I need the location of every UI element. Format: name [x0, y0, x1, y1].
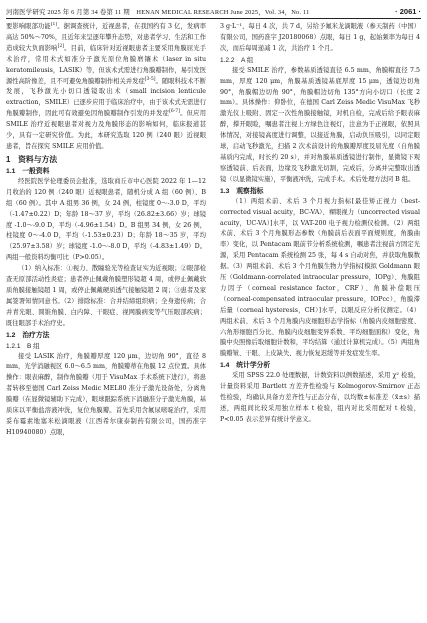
criteria-paragraph: （1）纳入标准：①视力、散瞳验光等检查证实为近视眼；②眼部检查无原部活动性炎症；患者停止佩戴角膜塑形镜超 4 周，或停止佩戴软质角膜接触镜超 1 周，或停止佩戴硬质透气接触镜超 2 周；③患者及家属签署知情同意书。（2）排除标准：合并结缔组织病；全身遗传病；合并青光眼、圆锥角膜、白内障、干眼症、视网膜病变等气压眼部疾病；既往眼部手术治疗史。 — [6, 265, 206, 327]
subsubsection-heading-group-b: 1.2.1 B 组 — [6, 342, 40, 350]
subsection-heading-general-data: 1.1 一般资料 — [6, 167, 50, 175]
statistics-paragraph: 采用 SPSS 22.0 处理数据，计数资料以例数描述，采用 χ² 检验，计量资料采用 Bartlett 方差齐性检验与 Kolmogorov-Smirnov 正态性检验，均确认具备方差齐性与正态分布，以均数±标准差（x̄±s）描述，两组间比较采用独立样本 t 检验，组内对比采用配对 t 检验，P<0.05 表示差异有统计学意义。 — [220, 372, 420, 423]
subsection-heading-treatment: 1.2 治疗方法 — [6, 331, 50, 339]
journal-citation: 河南医学研究 2025 年 6 月第 34 卷第 11 期 HENAN MEDICAL RESEARCH June 2025，Vol. 34，No. 11 — [6, 8, 310, 16]
left-column — [6, 22, 206, 619]
subsection-heading-statistics: 1.4 统计学分析 — [220, 362, 271, 370]
page-number: · 2061 · — [395, 6, 421, 16]
group-b-paragraph: 接受 LASIK 治疗，角膜瓣厚度 120 μm，边切角 90°，直径 8 mm，光学消融视区 6.0～6.5 mm，角膜瓣蒂在角膜 12 点位置。具体操作：眼表麻醉，制作角膜瓣（用于 VisuMax 手术系统下进行），将患者转移至德国 Carl Zeiss Medic MEL80 准分子激光设备处，分离角膜瓣（在显微镜辅助下完成），眼球跟踪系统下消融准分子激光角膜，基质床以平衡盐溶液冲洗，复位角膜瓣。首先采用含氟尿嘧啶治疗，采用妥布霉素地塞米松滴眼液（江西希尔康泰制药有限公司，国药准字 H10940080）点眼， — [6, 352, 206, 436]
running-header — [6, 4, 421, 19]
group-b-continued-paragraph: 3 g·L⁻¹，每日 4 次，共 7 d，另给予氟米龙滴眼液（参天制药（中国）有限公司，国药准字 J20180068）点眼，每日 1 g，起始频率为每日 4 次，而后每周递减 1 次，共治疗 1 个月。 — [220, 23, 420, 52]
subsection-heading-observation: 1.3 观察指标 — [220, 187, 264, 195]
observation-paragraph: （1）两组术前、术后 3 个月视力指标[最佳矫正视力（best-corrected visual acuity，BC-VA）、裸眼视力（uncorrected visual acuity，UC-VA）]水平，以 VAT-200 电子视力检测仪检测。（2）两组术前、术后 3 个月角膜形态参数（角膜前后表面平面规则度，角膜曲率）变化，以 Pentacam 眼前节分析系统检测，嘱患者注视前方固定光源，采用 Pentacam 系统检测 25 张，每 4 s 自动对焦，并获取角膜数据。（3）两组术前、术后 3 个月角膜生物力学指标[模拟 Goldmann 眼压（Goldmann-correlated intraocular pressure，IOPg）、角膜阻力因子（corneal resistance factor，CRF）、角膜补偿眼压（corneal-compensated intraocular pressure，IOPcc）、角膜滞后量（corneal hysteresis，CH）]水平，以眼反应分析仪测定。（4）两组术前、术后 3 个月角膜内皮细胞形态学指标（角膜内皮细胞密度、六角形细胞百分比、角膜内皮细胞变异系数、平均细胞面积）变化，角膜中央照像后取细胞计数和，平均结算（通过计算机完成）。（5）两组角膜瓣皱、干眼、上皮缺失、视力恢复迟缓等并发症发生率。 — [220, 197, 420, 358]
section-heading-materials-methods: 1 资料与方法 — [6, 154, 58, 164]
intro-paragraph: 要影响眼部功能[1]。据调查统计，近视患者，在我国约有 3 亿，发病率高达 50%～70%，且近年来呈逐年攀升态势，对患者学习、生活和工作造成较大负面影响[2]。目前，临床针对近视眼患者主要采用角膜屈光手术治疗，常用术式如准分子激光原位角膜磨镶术（laser in situ keratomileusis，LASIK）等，但该术式需进行角膜瓣制作，易引发医源性高阶像差，且不可避免角膜瓣制作相关并发症[3-5]。随眼科技术不断发展，飞秒激光小切口透镜取出术（small incision lenticule extraction，SMILE）已逐步应用于临床治疗中，由于该术式无需进行角膜瓣制作，因此可有效避免因角膜瓣制作引发的并发症[6-7]。但应用 SMILE 治疗近视眼患者对视力及角膜形态的影响如何，临床报道甚少，具有一定研究价值。为此，本研究选取 120 例（240 眼）近视眼患者，旨在探究 SMILE 应用价值。 — [6, 22, 206, 150]
right-column — [220, 22, 420, 619]
group-a-paragraph: 接受 SMILE 治疗，参数基质透镜直径 6.5 mm，角膜帽直径 7.5 mm，厚度 120 μm，角膜基质透镜基底厚度 15 μm，透镜边切角 90°，角膜帽边切角 90°，角膜帽边切角 135°方向小切口（长度 2 mm）。具体操作：仰卧位，在德国 Carl Zeiss Medic VisuMax 飞秒激光仪上吸附、固定一次性角膜接触镜，对机自检，完成后给予眼表麻醉，撑开眼睑，嘱患者注视上方绿色注视灯，注意为于正视眼，依照具体情况，对接镜高度进行调整，以接近角膜，启动负压吸引，以同定眼球，启动飞秒激光，扫描 2 次术前设计的角膜瓣厚度及屈光度（自角膜基质内完成，时长约 20 s），并对角膜基质透镜进行制作，显微镜下观察透镜前、后表面，边缘及飞秒激光切割，完成后，分离并完整取出透镜（以显微镜实施），平衡液冲洗，完成手术。术后处理方法同 B 组。 — [220, 66, 420, 183]
subsubsection-heading-group-a: 1.2.2 A 组 — [220, 56, 254, 64]
general-data-paragraph: 经医院医学伦理委员会批准，选取商丘市中心医院 2022 年 1—12 月收治的 120 例（240 眼）近视眼患者，随机分成 A 组（60 例）、B 组（60 例）。其中 A 组男 36 例，女 24 例，柱镜度 0～-3.0 D，平均（-1.47±0.22）D；年龄 18～37 岁，平均（26.82±3.66）岁；球镜度 -1.0～-9.0 D，平均（-4.96±1.54）D。B 组男 34 例，女 26 例，柱镜度 0～-4.0 D，平均（-1.53±0.23）D；年龄 18～35 岁，平均（25.97±3.58）岁；球镜度 -1.0～-8.0 D，平均（-4.83±1.49）D。两组一般资料均衡可比（P>0.05）。 — [6, 177, 206, 262]
